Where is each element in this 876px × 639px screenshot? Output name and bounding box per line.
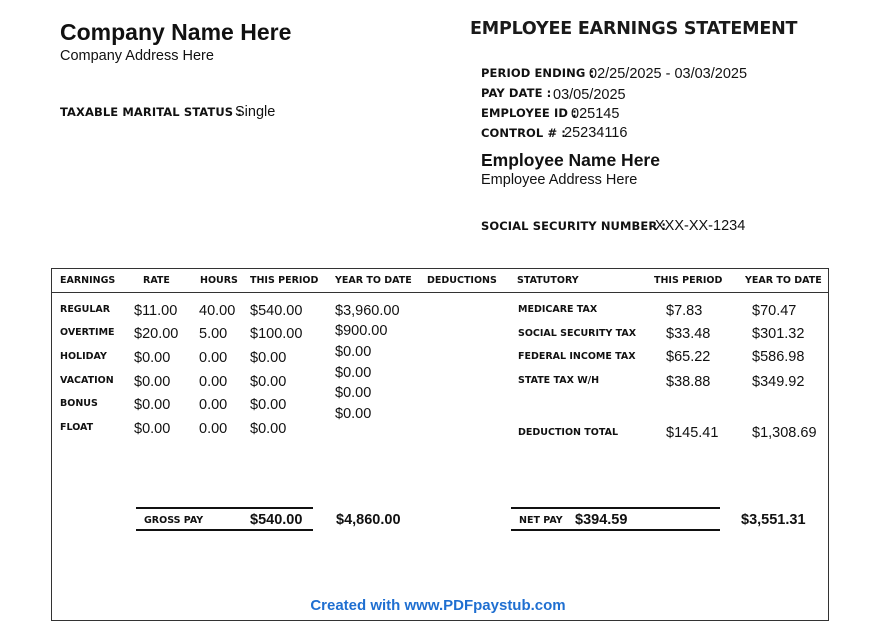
header-stat-year-to-date: YEAR TO DATE (745, 275, 822, 286)
net-pay-ytd: $3,551.31 (741, 512, 806, 528)
deduction-total-ytd: $1,308.69 (752, 425, 817, 441)
header-rate: RATE (143, 275, 170, 286)
earning-hours: 0.00 (199, 374, 228, 390)
gross-pay-ytd: $4,860.00 (336, 512, 401, 528)
header-stat-this-period: THIS PERIOD (654, 275, 723, 286)
earning-name: REGULAR (60, 304, 111, 315)
statutory-ytd: $349.92 (752, 374, 805, 390)
earning-ytd: $0.00 (335, 365, 372, 381)
deduction-total-label: DEDUCTION TOTAL (518, 427, 619, 438)
company-address: Company Address Here (60, 48, 214, 64)
earning-rate: $0.00 (134, 374, 171, 390)
statutory-this-period: $38.88 (666, 374, 711, 390)
earning-hours: 0.00 (199, 397, 228, 413)
statutory-name: FEDERAL INCOME TAX (518, 351, 636, 362)
earning-hours: 0.00 (199, 421, 228, 437)
earning-ytd: $900.00 (335, 323, 388, 339)
earning-name: FLOAT (60, 422, 94, 433)
header-divider (51, 292, 828, 293)
pay-date-label: PAY DATE : (481, 86, 552, 100)
marital-status-value: Single (235, 104, 276, 120)
header-year-to-date: YEAR TO DATE (335, 275, 412, 286)
ssn-label: SOCIAL SECURITY NUMBER : (481, 219, 667, 233)
earning-this-period: $0.00 (250, 350, 287, 366)
earning-rate: $0.00 (134, 350, 171, 366)
control-number-label: CONTROL # : (481, 126, 566, 140)
earning-name: HOLIDAY (60, 351, 107, 362)
header-deductions: DEDUCTIONS (427, 275, 497, 286)
statutory-this-period: $7.83 (666, 303, 703, 319)
net-pay-top-rule (511, 507, 720, 509)
statutory-this-period: $33.48 (666, 326, 711, 342)
earning-rate: $0.00 (134, 397, 171, 413)
header-earnings: EARNINGS (60, 275, 116, 286)
header-this-period: THIS PERIOD (250, 275, 319, 286)
earning-this-period: $540.00 (250, 303, 303, 319)
net-pay-label: NET PAY (519, 515, 563, 526)
period-ending-label: PERIOD ENDING : (481, 66, 595, 80)
earning-name: BONUS (60, 398, 98, 409)
gross-pay-label: GROSS PAY (144, 515, 204, 526)
employee-id-label: EMPLOYEE ID : (481, 106, 577, 120)
earning-this-period: $0.00 (250, 374, 287, 390)
earning-ytd: $0.00 (335, 385, 372, 401)
earning-hours: 5.00 (199, 326, 228, 342)
control-number-value: 25234116 (564, 125, 628, 141)
gross-pay-top-rule (136, 507, 313, 509)
earning-hours: 0.00 (199, 350, 228, 366)
earning-name: OVERTIME (60, 327, 115, 338)
earning-rate: $20.00 (134, 326, 179, 342)
header-statutory: STATUTORY (517, 275, 579, 286)
earning-ytd: $0.00 (335, 406, 372, 422)
statutory-ytd: $301.32 (752, 326, 805, 342)
pay-date-value: 03/05/2025 (553, 87, 626, 103)
net-pay-bottom-rule (511, 529, 720, 531)
marital-status-label: TAXABLE MARITAL STATUS : (60, 105, 242, 119)
statutory-name: MEDICARE TAX (518, 304, 598, 315)
earnings-table (51, 268, 829, 621)
employee-id-value: 025145 (571, 106, 620, 122)
earning-this-period: $0.00 (250, 421, 287, 437)
statutory-ytd: $70.47 (752, 303, 797, 319)
earning-hours: 40.00 (199, 303, 236, 319)
earning-ytd: $0.00 (335, 344, 372, 360)
employee-address: Employee Address Here (481, 172, 638, 188)
earning-this-period: $0.00 (250, 397, 287, 413)
earning-ytd: $3,960.00 (335, 303, 400, 319)
deduction-total-this-period: $145.41 (666, 425, 719, 441)
period-ending-value: 02/25/2025 - 03/03/2025 (589, 66, 748, 82)
ssn-value: XXX-XX-1234 (655, 218, 746, 234)
gross-pay-this-period: $540.00 (250, 512, 303, 528)
earning-rate: $11.00 (134, 303, 178, 319)
statutory-name: STATE TAX W/H (518, 375, 600, 386)
gross-pay-bottom-rule (136, 529, 313, 531)
header-hours: HOURS (200, 275, 238, 286)
statutory-ytd: $586.98 (752, 349, 805, 365)
statement-title: EMPLOYEE EARNINGS STATEMENT (470, 19, 798, 39)
company-name: Company Name Here (60, 19, 292, 45)
employee-name: Employee Name Here (481, 150, 660, 170)
net-pay-this-period: $394.59 (575, 512, 628, 528)
earning-name: VACATION (60, 375, 114, 386)
statutory-name: SOCIAL SECURITY TAX (518, 328, 637, 339)
statutory-this-period: $65.22 (666, 349, 711, 365)
earning-this-period: $100.00 (250, 326, 303, 342)
footer-credit-link[interactable]: Created with www.PDFpaystub.com (310, 597, 566, 614)
earning-rate: $0.00 (134, 421, 171, 437)
